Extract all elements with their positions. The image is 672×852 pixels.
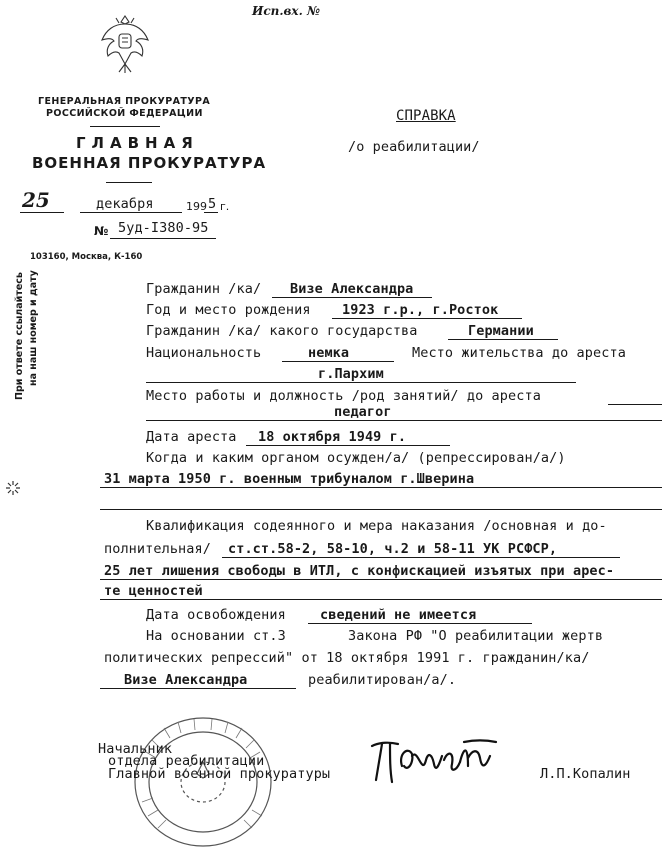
state-emblem-icon [94, 8, 156, 76]
nationality-label: Национальность [146, 345, 262, 361]
qualification-line-2 [100, 579, 662, 580]
work-label: Место работы и должность /род занятий/ до ареста [146, 388, 541, 404]
state-line [448, 339, 558, 340]
number-line [110, 238, 216, 239]
qualification-value-3: те ценностей [104, 583, 203, 599]
header-divider-2 [106, 182, 152, 183]
convicted-value: 31 марта 1950 г. военным трибуналом г.Шверина [104, 471, 475, 487]
qualification-label-1: Квалификация содеянного и мера наказания /основная и до- [146, 518, 607, 534]
rehabilitated-name: Визе Александра [124, 672, 248, 688]
arrest-line [246, 445, 450, 446]
state-value: Германии [468, 323, 534, 339]
release-label: Дата освобождения [146, 607, 286, 623]
convicted-label: Когда и каким органом осужден/а/ (репрессирован/а/) [146, 450, 566, 466]
signatory-title-3: Главной военной прокуратуры [108, 766, 331, 782]
nationality-value: немка [308, 345, 350, 361]
signatory-name: Л.П.Копалин [540, 766, 631, 782]
main-title-line1: ГЛАВНАЯ [76, 134, 199, 152]
main-title-line2: ВОЕННАЯ ПРОКУРАТУРА [32, 154, 267, 172]
signatory-title-2: отдела реабилитации [108, 753, 265, 769]
release-value: сведений не имеется [320, 607, 477, 623]
arrest-label: Дата ареста [146, 429, 237, 445]
date-day-line [20, 212, 64, 213]
residence-line [146, 382, 576, 383]
rehabilitated-name-line [100, 688, 296, 689]
qualification-label-2: полнительная/ [104, 541, 211, 557]
date-month: декабря [96, 196, 154, 212]
nationality-line [282, 361, 394, 362]
work-line-1 [608, 404, 662, 405]
incoming-number-label: Исп.вх. № [252, 4, 320, 18]
residence-label: Место жительства до ареста [412, 345, 626, 361]
qualification-value-2: 25 лет лишения свободы в ИТЛ, с конфискацией изъятых при арес- [104, 563, 615, 579]
date-year-line [204, 212, 218, 213]
birth-label: Год и место рождения [146, 302, 311, 318]
work-line-2 [146, 420, 662, 421]
side-note-line2: на наш номер и дату [28, 270, 39, 386]
citizen-label: Гражданин /ка/ [146, 281, 262, 297]
qualification-line-3 [100, 599, 662, 600]
work-value: педагог [334, 404, 392, 420]
qualification-value-1: ст.ст.58-2, 58-10, ч.2 и 58-11 УК РСФСР, [228, 541, 558, 557]
org-name-line1: ГЕНЕРАЛЬНАЯ ПРОКУРАТУРА [38, 96, 211, 107]
signature-scrawl-text [0, 0, 1, 1]
org-name-line2: РОССИЙСКОЙ ФЕДЕРАЦИИ [46, 108, 203, 119]
date-year-prefix: 199 [186, 200, 207, 213]
birth-value: 1923 г.р., г.Росток [342, 302, 499, 318]
date-day: 25 [22, 188, 50, 212]
number-prefix: № [94, 224, 109, 238]
document-subtitle: /о реабилитации/ [348, 139, 480, 155]
handwritten-signature [368, 736, 500, 792]
rehabilitated-suffix: реабилитирован/а/. [308, 672, 457, 688]
basis-text-1a: На основании ст.3 [146, 628, 286, 644]
basis-text-2: политических репрессий" от 18 октября 1991 г. гражданин/ка/ [104, 650, 590, 666]
date-year-suffix: г. [220, 200, 230, 213]
qualification-line-1 [222, 557, 620, 558]
date-year-digit: 5 [208, 196, 217, 212]
header-divider [90, 126, 160, 127]
address: 103160, Москва, К-160 [30, 252, 143, 262]
side-note-line1: При ответе ссылайтесь [14, 272, 25, 400]
number-value: 5уд-I380-95 [118, 220, 209, 236]
arrest-value: 18 октября 1949 г. [258, 429, 407, 445]
citizen-line [272, 297, 432, 298]
citizen-value: Визе Александра [290, 281, 414, 297]
convicted-line-2 [100, 509, 662, 510]
basis-text-1b: Закона РФ "О реабилитации жертв [348, 628, 604, 644]
birth-line [332, 318, 522, 319]
punch-hole-icon [6, 480, 20, 494]
release-line [308, 623, 532, 624]
convicted-line-1 [100, 487, 662, 488]
residence-value: г.Пархим [318, 366, 384, 382]
signatory-title-1: Начальник [98, 741, 173, 757]
state-label: Гражданин /ка/ какого государства [146, 323, 418, 339]
document-title: СПРАВКА [396, 108, 456, 124]
date-month-line [80, 212, 182, 213]
